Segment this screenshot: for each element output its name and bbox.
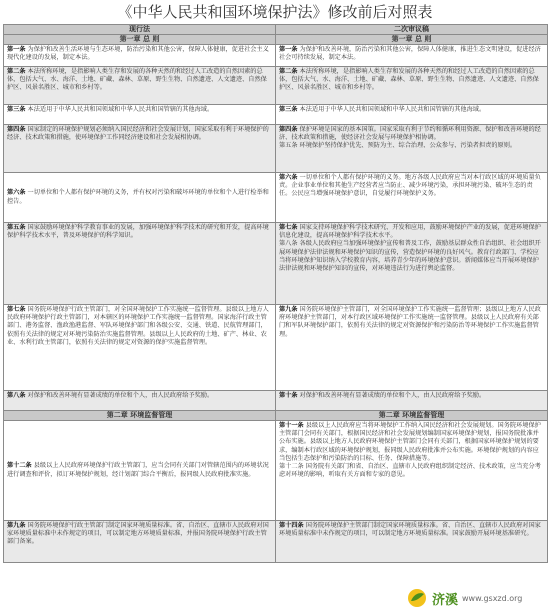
watermark-url: www.gsxzd.org [462, 593, 523, 603]
article-number: 第四条 [7, 126, 26, 133]
left-cell [4, 223, 276, 305]
chapter-left: 第二章 环境监督管理 [4, 411, 276, 421]
left-cell [4, 67, 276, 105]
left-cell [4, 305, 276, 391]
right-cell [276, 45, 548, 67]
table-row [4, 173, 548, 223]
article-number: 第十二条 [7, 462, 32, 470]
article-number: 第二条 [279, 68, 298, 75]
article-text: 对保护和改善环境有显著成绩的单位和个人，由人民政府给予奖励。 [27, 392, 214, 399]
right-cell [276, 125, 548, 173]
header-second-draft: 二次审议稿 [276, 25, 548, 35]
article-number: 第十一条 [279, 422, 304, 429]
chapter-right: 第二章 环境监督管理 [276, 411, 548, 421]
leaf-icon [406, 588, 428, 608]
table-row [4, 105, 548, 125]
table-row [4, 45, 548, 67]
left-cell [4, 521, 276, 563]
article-number: 第十条 [279, 392, 298, 399]
left-cell [4, 105, 276, 125]
right-cell [276, 305, 548, 391]
article-number: 第九条 [7, 522, 26, 529]
article-text: 国务院环境保护行政主管部门制定国家环境质量标准。省、自治区、直辖市人民政府对国家环境质量标准中未作规定的项目，可以制定地方环境质量标准，并报国务院环境保护行政主管部门备案。 [7, 522, 269, 546]
article-number: 第一条 [7, 46, 26, 53]
header-row [4, 25, 548, 35]
article-number: 第九条 [279, 306, 298, 313]
article-text: 国务院环境保护主管部门制定国家环境质量标准。省、自治区、直辖市人民政府对国家环境质量标准中未作规定的项目，可以制定地方环境质量标准。国家鼓励开展环境基准研究。 [279, 522, 541, 538]
right-cell [276, 421, 548, 521]
article-number: 第六条 [7, 189, 26, 197]
article-number: 第七条 [279, 224, 298, 231]
article-number: 第三条 [7, 106, 26, 113]
article-text: 为保护和改善生活环境与生态环境，防治污染和其他公害，保障人体健康，促进社会主义现代化建设的发展，制定本法。 [7, 46, 269, 62]
article-number: 第十四条 [279, 522, 304, 529]
article-extra: 第五条 环境保护坚持保护优先、预防为主、综合治理、公众参与、污染者担责的原则。 [279, 142, 517, 150]
article-text: 一切单位和个人都有保护环境的义务，并有权对污染和破坏环境的单位和个人进行检举和控告。 [7, 189, 269, 205]
article-text: 国家鼓励环境保护科学教育事业的发展，加强环境保护科学技术的研究和开发，提高环境保护科学技术水平，普及环境保护的科学知识。 [7, 224, 269, 240]
right-cell [276, 223, 548, 305]
table-row [4, 67, 548, 105]
table-row [4, 521, 548, 563]
article-number: 第七条 [7, 306, 26, 313]
left-cell [4, 391, 276, 411]
right-cell [276, 173, 548, 223]
right-cell [276, 521, 548, 563]
article-text: 国家支持环境保护科学技术研究、开发和应用，鼓励环境保护产业的发展，促进环境保护信息化建设，提高环境保护科学技术水平。 [279, 224, 541, 240]
article-text: 保护环境是国家的基本国策。国家采取有利于节约和循环利用资源、保护和改善环境的经济、技术政策和措施，使经济社会发展与环境保护相协调。 [279, 126, 541, 142]
article-number: 第五条 [7, 224, 26, 231]
table-row [4, 391, 548, 411]
left-cell [4, 173, 276, 223]
article-text: 国家制定的环境保护规划必须纳入国民经济和社会发展计划，国家采取有利于环境保护的经济、技术政策和措施，使环境保护工作同经济建设和社会发展相协调。 [7, 126, 269, 142]
article-text: 县级以上人民政府环境保护行政主管部门，应当会同有关部门对管辖范围内的环境状况进行调查和评价，拟订环境保护规划，经计划部门综合平衡后，报同级人民政府批准实施。 [7, 462, 269, 478]
watermark-logo [406, 587, 544, 609]
article-number: 第八条 [7, 392, 26, 399]
page-title: 《中华人民共和国环境保护法》修改前后对照表 [117, 3, 433, 21]
table-row [4, 421, 548, 521]
left-cell [4, 421, 276, 521]
article-number: 第六条 [279, 174, 298, 181]
article-text: 为保护和改善环境，防治污染和其他公害，保障人体健康，推进生态文明建设，促进经济社会可持续发展，制定本法。 [279, 46, 541, 62]
chapter-row [4, 411, 548, 421]
article-number: 第一条 [279, 46, 298, 53]
article-number: 第三条 [279, 106, 298, 113]
article-number: 第四条 [279, 126, 298, 133]
watermark-text: 济溪 [432, 592, 459, 608]
article-text: 本法所称环境，是指影响人类生存和发展的各种天然的和经过人工改造的自然因素的总体，包括大气、水、海洋、土地、矿藏、森林、草原、野生生物、自然遗迹、人文遗迹、自然保护区、风景名胜区、城市和乡村等。 [7, 68, 267, 92]
right-cell [276, 391, 548, 411]
header-current-law: 现行法 [4, 25, 276, 35]
article-text: 本法适用于中华人民共和国领域和中华人民共和国管辖的其他海域。 [299, 106, 486, 113]
article-number: 第二条 [7, 68, 26, 75]
article-extra: 第八条 各级人民政府应当加强环境保护宣传和普及工作，鼓励基层群众性自治组织、社会组织开展环境保护法律法规和环境保护知识的宣传，营造保护环境的良好风气。教育行政部门、学校应当将环境保护知识纳入学校教育内容，培养青少年的环境保护意识。新闻媒体应当开展环境保护法律法规和环境保护知识的宣传，对环境违法行为进行舆论监督。 [279, 240, 541, 273]
article-text: 本法所称环境，是指影响人类生存和发展的各种天然的和经过人工改造的自然因素的总体，包括大气、水、海洋、土地、矿藏、森林、草原、野生生物、自然遗迹、人文遗迹、自然保护区、风景名胜区、城市和乡村等。 [279, 68, 539, 92]
table-row [4, 125, 548, 173]
chapter-right: 第一章 总 则 [276, 35, 548, 45]
article-text: 国务院环境保护主管部门，对全国环境保护工作实施统一监督管理；县级以上地方人民政府环境保护主管部门，对本行政区域环境保护工作实施统一监督管理。县级以上人民政府有关部门和军队环境保护部门，依照有关法律的规定对资源保护和污染防治等环境保护工作实施监督管理。 [279, 306, 541, 338]
left-cell [4, 45, 276, 67]
article-text: 国务院环境保护行政主管部门，对全国环境保护工作实施统一监督管理。县级以上地方人民政府环境保护行政主管部门，对本辖区的环境保护工作实施统一监督管理。国家海洋行政主管部门、港务监督、渔政渔港监督、军队环境保护部门和各级公安、交通、铁道、民航管理部门，依照有关法律的规定对环境污染防治实施监督管理。县级以上人民政府的土地、矿产、林业、农业、水利行政主管部门，依照有关法律的规定对资源的保护实施监督管理。 [7, 306, 269, 346]
article-text: 县级以上人民政府应当将环境保护工作纳入国民经济和社会发展规划。国务院环境保护主管部门会同有关部门，根据国民经济和社会发展规划编制国家环境保护规划，报国务院批准并公布实施。县级以上地方人民政府环境保护主管部门会同有关部门，根据国家环境保护规划的要求，编制本行政区域的环境保护规划，报同级人民政府批准并公布实施。环境保护规划的内容应当包括生态保护和污染防治的目标、任务、保障措施等。 [279, 422, 541, 462]
chapter-left: 第一章 总 则 [4, 35, 276, 45]
right-cell [276, 67, 548, 105]
left-cell [4, 125, 276, 173]
right-cell [276, 105, 548, 125]
comparison-table [3, 24, 548, 563]
table-row [4, 223, 548, 305]
article-text: 对保护和改善环境有显著成绩的单位和个人，由人民政府给予奖励。 [299, 392, 486, 399]
chapter-row [4, 35, 548, 45]
table-row [4, 305, 548, 391]
article-text: 本法适用于中华人民共和国领域和中华人民共和国管辖的其他海域。 [27, 106, 214, 113]
article-text: 一切单位和个人都有保护环境的义务。地方各级人民政府应当对本行政区域的环境质量负责。企业事业单位和其他生产经营者应当防止、减少环境污染，承担环境污染、破坏生态的责任。公民应当增强环境保护意识，自觉履行环境保护义务。 [279, 174, 541, 198]
article-extra: 第十二条 国务院有关部门和省、自治区、直辖市人民政府组织制定经济、技术政策，应当充分考虑对环境的影响，听取有关方面和专家的意见。 [279, 463, 541, 479]
